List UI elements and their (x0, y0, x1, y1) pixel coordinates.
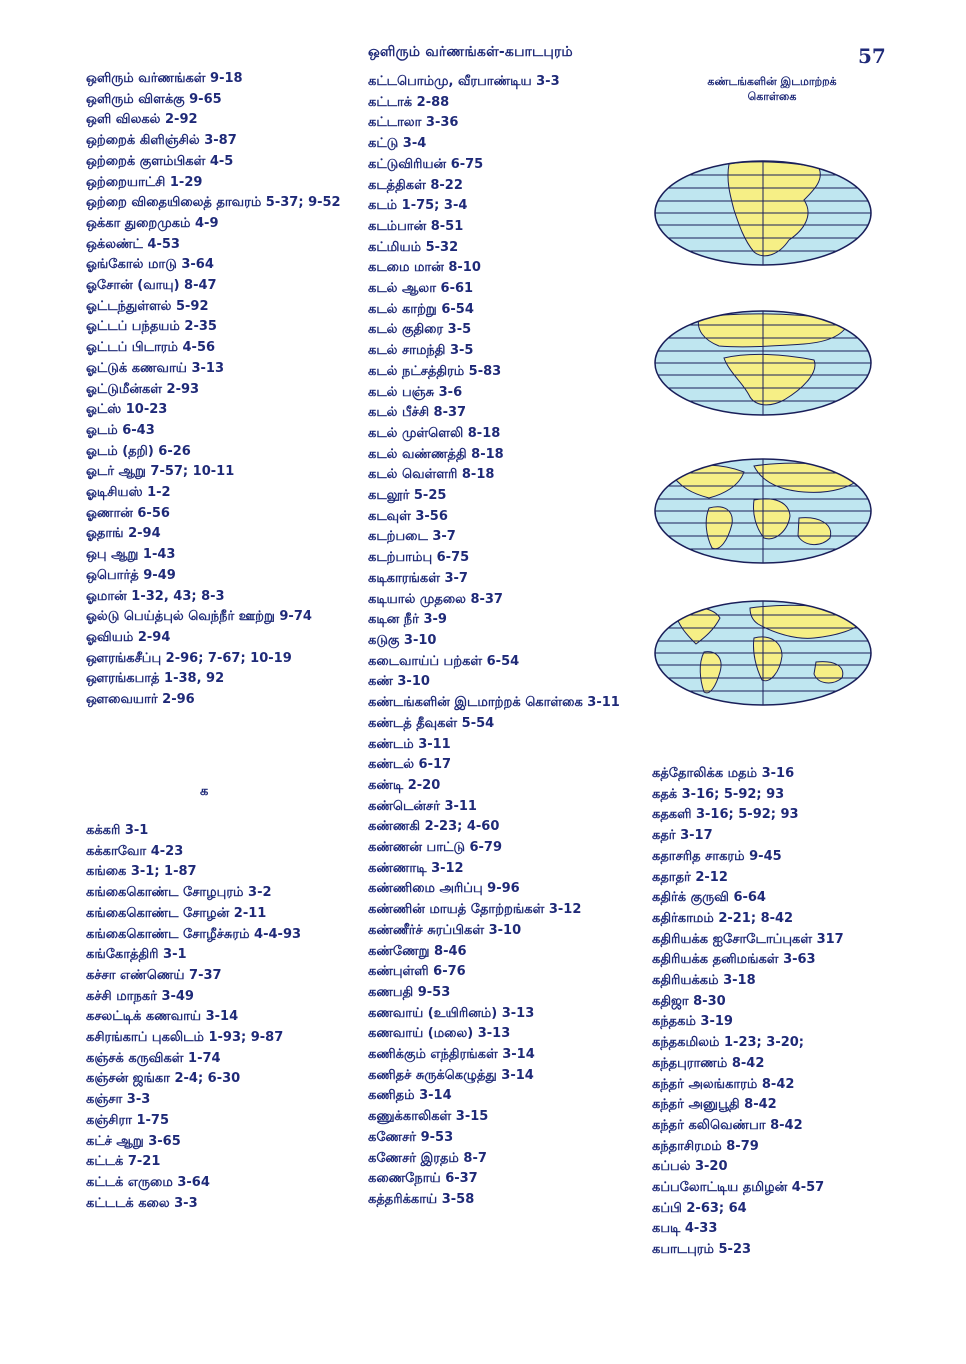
index-entry: கணவாய் (மலை) 3-13 (368, 1026, 511, 1042)
index-entry: கடம் 1-75; 3-4 (368, 198, 468, 214)
index-entry: கடத்திகள் 8-22 (368, 177, 463, 193)
index-entry: கடியால் முதலை 8-37 (368, 591, 503, 607)
page-header-title: ஒளிரும் வர்ணங்கள்-கபாடபுரம் (368, 44, 573, 60)
index-entry: கண்டத் தீவுகள் 5-54 (368, 715, 495, 731)
index-entry: கணபதி 9-53 (368, 984, 451, 1000)
index-entry: கடற்பாம்பு 6-75 (368, 550, 470, 566)
index-entry: கதிஜா 8-30 (652, 993, 726, 1009)
index-entry: கணைநோய் 6-37 (368, 1171, 478, 1187)
index-entry: கஞ்சக் கருவிகள் 1-74 (86, 1050, 221, 1066)
index-entry: கப்பி 2-63; 64 (652, 1200, 747, 1216)
index-entry: கடுகு 3-10 (368, 632, 437, 648)
index-entry: கபாடபுரம் 5-23 (652, 1242, 752, 1258)
index-entry: ஒளி விலகல் 2-92 (86, 112, 198, 128)
index-entry: கட்டு 3-4 (368, 136, 427, 152)
index-entry: கண்ணேறு 8-46 (368, 943, 467, 959)
index-entry: ஒளிரும் வர்ணங்கள் 9-18 (86, 71, 243, 86)
index-entry: கணேசர் 9-53 (368, 1129, 454, 1145)
index-entry: கட்டக் 7-21 (86, 1154, 161, 1170)
index-entry: கத்தோலிக்க மதம் 3-16 (652, 766, 795, 781)
index-entry: கங்கைகொண்ட சோழீச்சுரம் 4-4-93 (86, 926, 302, 942)
index-entry: கச்சி மாநகர் 3-49 (86, 988, 194, 1004)
index-column-right (652, 764, 892, 1261)
index-entry: கஞ்சன் ஜங்கா 2-4; 6-30 (86, 1071, 241, 1087)
index-entry: ஒற்றைக் குளம்பிகள் 4-5 (86, 153, 234, 169)
index-entry: கக்காவோ 4-23 (86, 843, 184, 859)
index-entry: கணிக்கும் எந்திரங்கள் 3-14 (368, 1047, 535, 1063)
index-entry: கடல் பஞ்சு 3-6 (368, 384, 463, 400)
index-entry: ஒற்றையாட்சி 1-29 (86, 174, 203, 190)
index-entry: கண்ணன் பாட்டு 6-79 (368, 840, 503, 856)
index-entry: கடல் பீச்சி 8-37 (368, 405, 467, 421)
index-entry: ஒற்றை விதையிலைத் தாவரம் 5-37; 9-52 (86, 195, 341, 211)
index-entry: கதர் 3-17 (652, 828, 713, 844)
index-entry: ஒக்லண்ட் 4-53 (86, 236, 180, 252)
index-entry: கசலட்டிக் கணவாய் 3-14 (86, 1009, 239, 1025)
index-entry: கணிதம் 3-14 (368, 1088, 452, 1104)
index-entry: கணிதச் சுருக்கெழுத்து 3-14 (368, 1067, 534, 1083)
index-entry: ஓங்கோல் மாடு 3-64 (86, 257, 214, 273)
index-entry: கடல் வண்ணத்தி 8-18 (368, 446, 504, 462)
index-entry: ஔரங்கசீப்பு 2-96; 7-67; 10-19 (86, 650, 292, 666)
index-column-left (86, 69, 346, 711)
index-entry: ஔவையார் 2-96 (86, 692, 195, 708)
index-entry: கதிர்காமம் 2-21; 8-42 (652, 910, 794, 926)
index-entry: கடல் ஆலா 6-61 (368, 281, 474, 297)
index-entry: ஓட்டப் பந்தயம் 2-35 (86, 319, 217, 335)
index-entry: கதிரியக்க தனிமங்கள் 3-63 (652, 952, 816, 968)
index-entry: கண் 3-10 (368, 674, 430, 690)
index-column-middle (368, 72, 628, 1211)
index-entry: கடவுள் 3-56 (368, 508, 448, 524)
index-entry: கண்டங்களின் இடமாற்றக் கொள்கை 3-11 (368, 695, 620, 711)
page-number: 57 (858, 44, 886, 68)
index-entry: கண்டம் 3-11 (368, 736, 451, 752)
section-letter: க (200, 784, 209, 799)
index-column-left-2 (86, 821, 346, 1214)
index-entry: கடற்படை 3-7 (368, 529, 456, 545)
index-entry: கத்தரிக்காய் 3-58 (368, 1191, 475, 1207)
index-entry: ஓதாங் 2-94 (86, 526, 161, 542)
index-entry: கபடி 4-33 (652, 1221, 718, 1237)
index-entry: கண்டல் 6-17 (368, 757, 452, 773)
index-entry: கந்தபுராணம் 8-42 (652, 1055, 765, 1071)
index-entry: கங்கைகொண்ட சோழபுரம் 3-2 (86, 885, 272, 901)
index-entry: கஞ்சிரா 1-75 (86, 1112, 170, 1128)
continent-map-pangaea (654, 160, 872, 266)
index-entry: ஒக்கா துறைமுகம் 4-9 (86, 215, 219, 231)
index-entry: கடம்பான் 8-51 (368, 218, 464, 234)
index-entry: கடலூர் 5-25 (368, 488, 447, 504)
index-entry: கணேசர் இரதம் 8-7 (368, 1150, 487, 1166)
map-caption (672, 74, 872, 104)
index-entry: கணுக்காலிகள் 3-15 (368, 1109, 489, 1125)
index-entry: கட்ச் ஆறு 3-65 (86, 1133, 181, 1149)
map-caption-line-1: கண்டங்களின் இடமாற்றக் (707, 75, 837, 88)
index-entry: கதாதர் 2-12 (652, 869, 728, 885)
index-entry: கட்டாலா 3-36 (368, 115, 459, 131)
index-entry: ஓட்ஸ் 10-23 (86, 402, 168, 418)
index-entry: ஓடர் ஆறு 7-57; 10-11 (86, 464, 235, 480)
index-entry: ஓல்டு பெய்த்புல் வெந்நீர் ஊற்று 9-74 (86, 609, 312, 625)
index-entry: ஓடம் (தறி) 6-26 (86, 443, 191, 459)
index-entry: ஓணான் 6-56 (86, 505, 170, 521)
index-entry: ஓட்டுமீன்கள் 2-93 (86, 381, 200, 397)
index-entry: கதக் 3-16; 5-92; 93 (652, 786, 785, 802)
index-entry: கட்டுவிரியன் 6-75 (368, 156, 484, 172)
index-entry: கதிரியக்க ஐசோடோப்புகள் 317 (652, 931, 844, 947)
index-entry: ஒபொர்த் 9-49 (86, 567, 176, 583)
index-entry: கதாசரித சாகரம் 9-45 (652, 848, 782, 864)
index-entry: கடல் காற்று 6-54 (368, 301, 474, 317)
index-entry: ஓசோன் (வாயு) 8-47 (86, 278, 217, 294)
index-entry: கசிரங்காப் புகலிடம் 1-93; 9-87 (86, 1030, 284, 1046)
index-entry: கந்தகம் 3-19 (652, 1014, 733, 1030)
index-entry: ஓமான் 1-32, 43; 8-3 (86, 588, 225, 604)
index-entry: கந்தர் அலங்காரம் 8-42 (652, 1076, 795, 1092)
index-entry: கண்டி 2-20 (368, 777, 441, 793)
index-entry: கங்கைகொண்ட சோழன் 2-11 (86, 905, 267, 921)
index-entry: கண்புள்ளி 6-76 (368, 964, 466, 980)
index-entry: ஓவியம் 2-94 (86, 629, 171, 645)
index-entry: கடைவாய்ப் பற்கள் 6-54 (368, 653, 520, 669)
index-entry: கங்கை 3-1; 1-87 (86, 864, 197, 880)
index-entry: ஓட்டப் பிடாரம் 4-56 (86, 340, 216, 356)
index-entry: கதிர்க் குருவி 6-64 (652, 890, 766, 906)
index-entry: கந்தகமிலம் 1-23; 3-20; (652, 1035, 805, 1051)
index-entry: கடல் குதிரை 3-5 (368, 322, 472, 338)
index-entry: கடல் முள்ளெலி 8-18 (368, 425, 501, 441)
index-entry: கங்கோத்திரி 3-1 (86, 947, 187, 963)
index-entry: கண்ணாடி 3-12 (368, 860, 464, 876)
continent-map-drift (654, 458, 872, 564)
index-entry: கடின நீர் 3-9 (368, 612, 447, 628)
map-caption-line-2: கொள்கை (747, 90, 797, 103)
index-entry: கடிகாரங்கள் 3-7 (368, 570, 468, 586)
index-entry: கண்ணின் மாயத் தோற்றங்கள் 3-12 (368, 902, 582, 918)
index-entry: ஒபு ஆறு 1-43 (86, 547, 176, 563)
index-entry: கதிரியக்கம் 3-18 (652, 973, 756, 989)
index-entry: கந்தர் அனுபூதி 8-42 (652, 1097, 777, 1113)
index-entry: ஒளிரும் விளக்கு 9-65 (86, 91, 222, 107)
index-entry: ஓட்டுக் கணவாய் 3-13 (86, 360, 224, 376)
index-entry: ஓடிசியஸ் 1-2 (86, 485, 171, 501)
index-entry: கப்பல் 3-20 (652, 1159, 728, 1175)
index-entry: கடல் நட்சத்திரம் 5-83 (368, 363, 502, 379)
index-entry: ஒற்றைக் கிளிஞ்சில் 3-87 (86, 133, 237, 149)
index-entry: கண்ணகி 2-23; 4-60 (368, 819, 500, 835)
continent-map-laurasia-gondwana (654, 310, 872, 416)
index-entry: கக்கரி 3-1 (86, 823, 149, 838)
index-entry: கணவாய் (உயிரினம்) 3-13 (368, 1005, 535, 1021)
index-entry: கட்மியம் 5-32 (368, 239, 459, 255)
index-entry: கட்டாக் 2-88 (368, 94, 450, 110)
index-entry: கட்டக் எருமை 3-64 (86, 1174, 210, 1190)
index-entry: கப்பலோட்டிய தமிழன் 4-57 (652, 1180, 825, 1196)
index-entry: கண்ணீர்ச் சுரப்பிகள் 3-10 (368, 922, 522, 938)
index-entry: கடமை மான் 8-10 (368, 260, 481, 276)
index-entry: ஓட்டந்துள்ளல் 5-92 (86, 298, 209, 314)
index-entry: கட்டடக் கலை 3-3 (86, 1195, 198, 1211)
index-entry: ஓடம் 6-43 (86, 422, 155, 438)
index-entry: கச்சா எண்ணெய் 7-37 (86, 967, 222, 983)
index-entry: கடல் சாமந்தி 3-5 (368, 343, 474, 359)
index-entry: கடல் வெள்ளரி 8-18 (368, 467, 495, 483)
index-entry: கஞ்சா 3-3 (86, 1092, 151, 1108)
index-entry: ஔரங்கபாத் 1-38, 92 (86, 671, 225, 687)
index-entry: கண்டென்சர் 3-11 (368, 798, 477, 814)
index-entry: கட்டபொம்மு, வீரபாண்டிய 3-3 (368, 74, 560, 89)
index-entry: கண்ணிமை அரிப்பு 9-96 (368, 881, 520, 897)
index-entry: கதகளி 3-16; 5-92; 93 (652, 807, 799, 823)
index-entry: கந்தர் கலிவெண்பா 8-42 (652, 1117, 803, 1133)
continent-map-present-day (654, 600, 872, 706)
index-entry: கந்தாசிரமம் 8-79 (652, 1138, 759, 1154)
